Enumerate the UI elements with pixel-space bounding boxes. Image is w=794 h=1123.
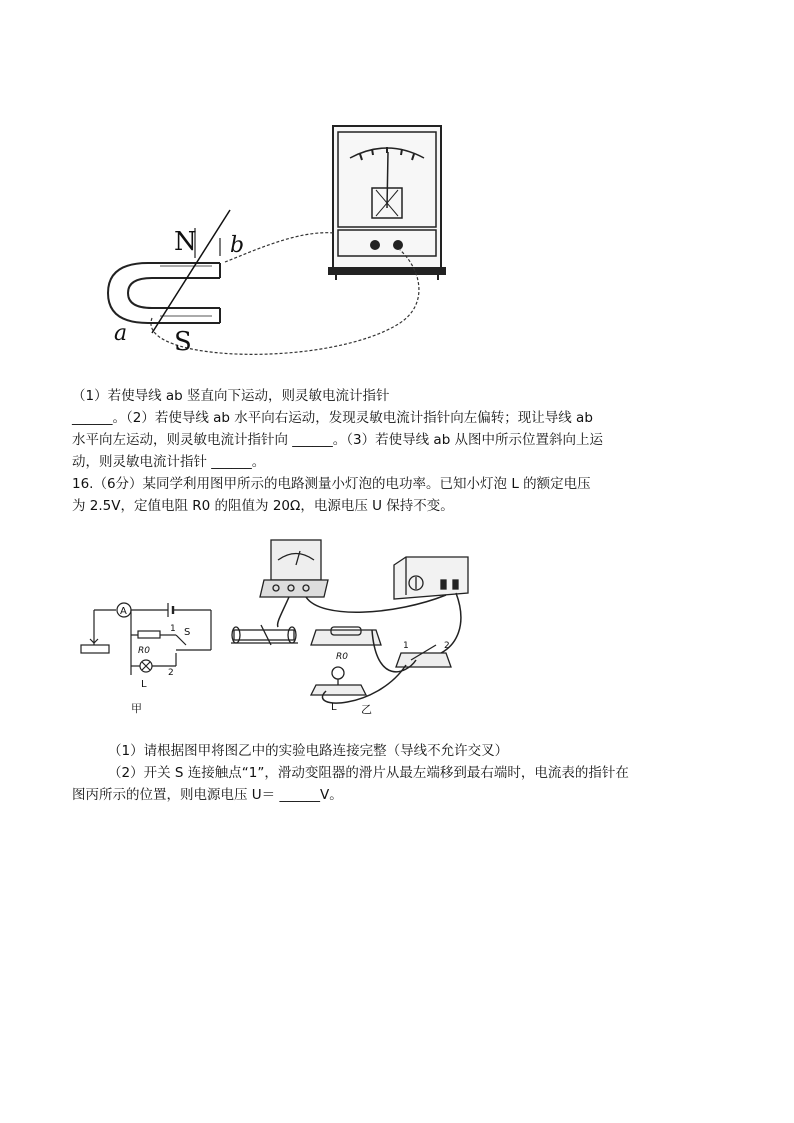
circuit-diagram-jia [81, 603, 211, 675]
q15-line-1: （1）若使导线 ab 竖直向下运动，则灵敏电流计指针 [72, 388, 390, 404]
figure-galvanometer-magnet [100, 118, 490, 358]
label-a: a [114, 321, 128, 346]
label-contact-2: 2 [168, 668, 174, 678]
q16-line-2: 为 2.5V，定值电阻 R0 的阻值为 20Ω，电源电压 U 保持不变。 [72, 498, 454, 514]
question-16-text [72, 473, 722, 517]
label-r0-jia: R0 [138, 646, 150, 656]
q15-line-2: ______。（2）若使导线 ab 水平向右运动，发现灵敏电流计指针向左偏转；现让导线 ab [72, 410, 593, 426]
label-S: S [174, 327, 192, 357]
apparatus-yi [231, 540, 468, 703]
question-16-parts [72, 740, 722, 806]
caption-yi: 乙 [361, 703, 372, 716]
label-lamp-jia: L [141, 679, 147, 690]
label-N: N [174, 227, 197, 257]
ammeter-symbol: A [120, 606, 127, 617]
q15-line-4: 动，则灵敏电流计指针 ______。 [72, 454, 266, 470]
q16-line-1: 16.（6分）某同学利用图甲所示的电路测量小灯泡的电功率。已知小灯泡 L 的额定电压 [72, 476, 591, 492]
q16-part-2-line-2: 图丙所示的位置，则电源电压 U＝ ______V。 [72, 787, 343, 803]
caption-jia: 甲 [131, 702, 142, 715]
q15-line-3: 水平向左运动，则灵敏电流计指针向 ______。（3）若使导线 ab 从图中所示位置斜向上运 [72, 432, 604, 448]
q16-part-2-line-1: （2）开关 S 连接触点“1”，滑动变阻器的滑片从最左端移到最右端时，电流表的指针在 [108, 765, 629, 781]
label-contact-1: 1 [170, 624, 176, 634]
label-switch-s: S [184, 627, 191, 638]
label-contact-2-yi: 2 [444, 641, 450, 651]
question-15-text [72, 385, 722, 473]
label-contact-1-yi: 1 [403, 641, 409, 651]
galvanometer [329, 126, 445, 280]
label-lamp-yi: L [331, 702, 337, 713]
figure-circuit [76, 535, 476, 725]
q16-part-1: （1）请根据图甲将图乙中的实验电路连接完整（导线不允许交叉） [108, 743, 509, 759]
label-b: b [230, 233, 245, 258]
label-r0-yi: R0 [336, 652, 348, 662]
